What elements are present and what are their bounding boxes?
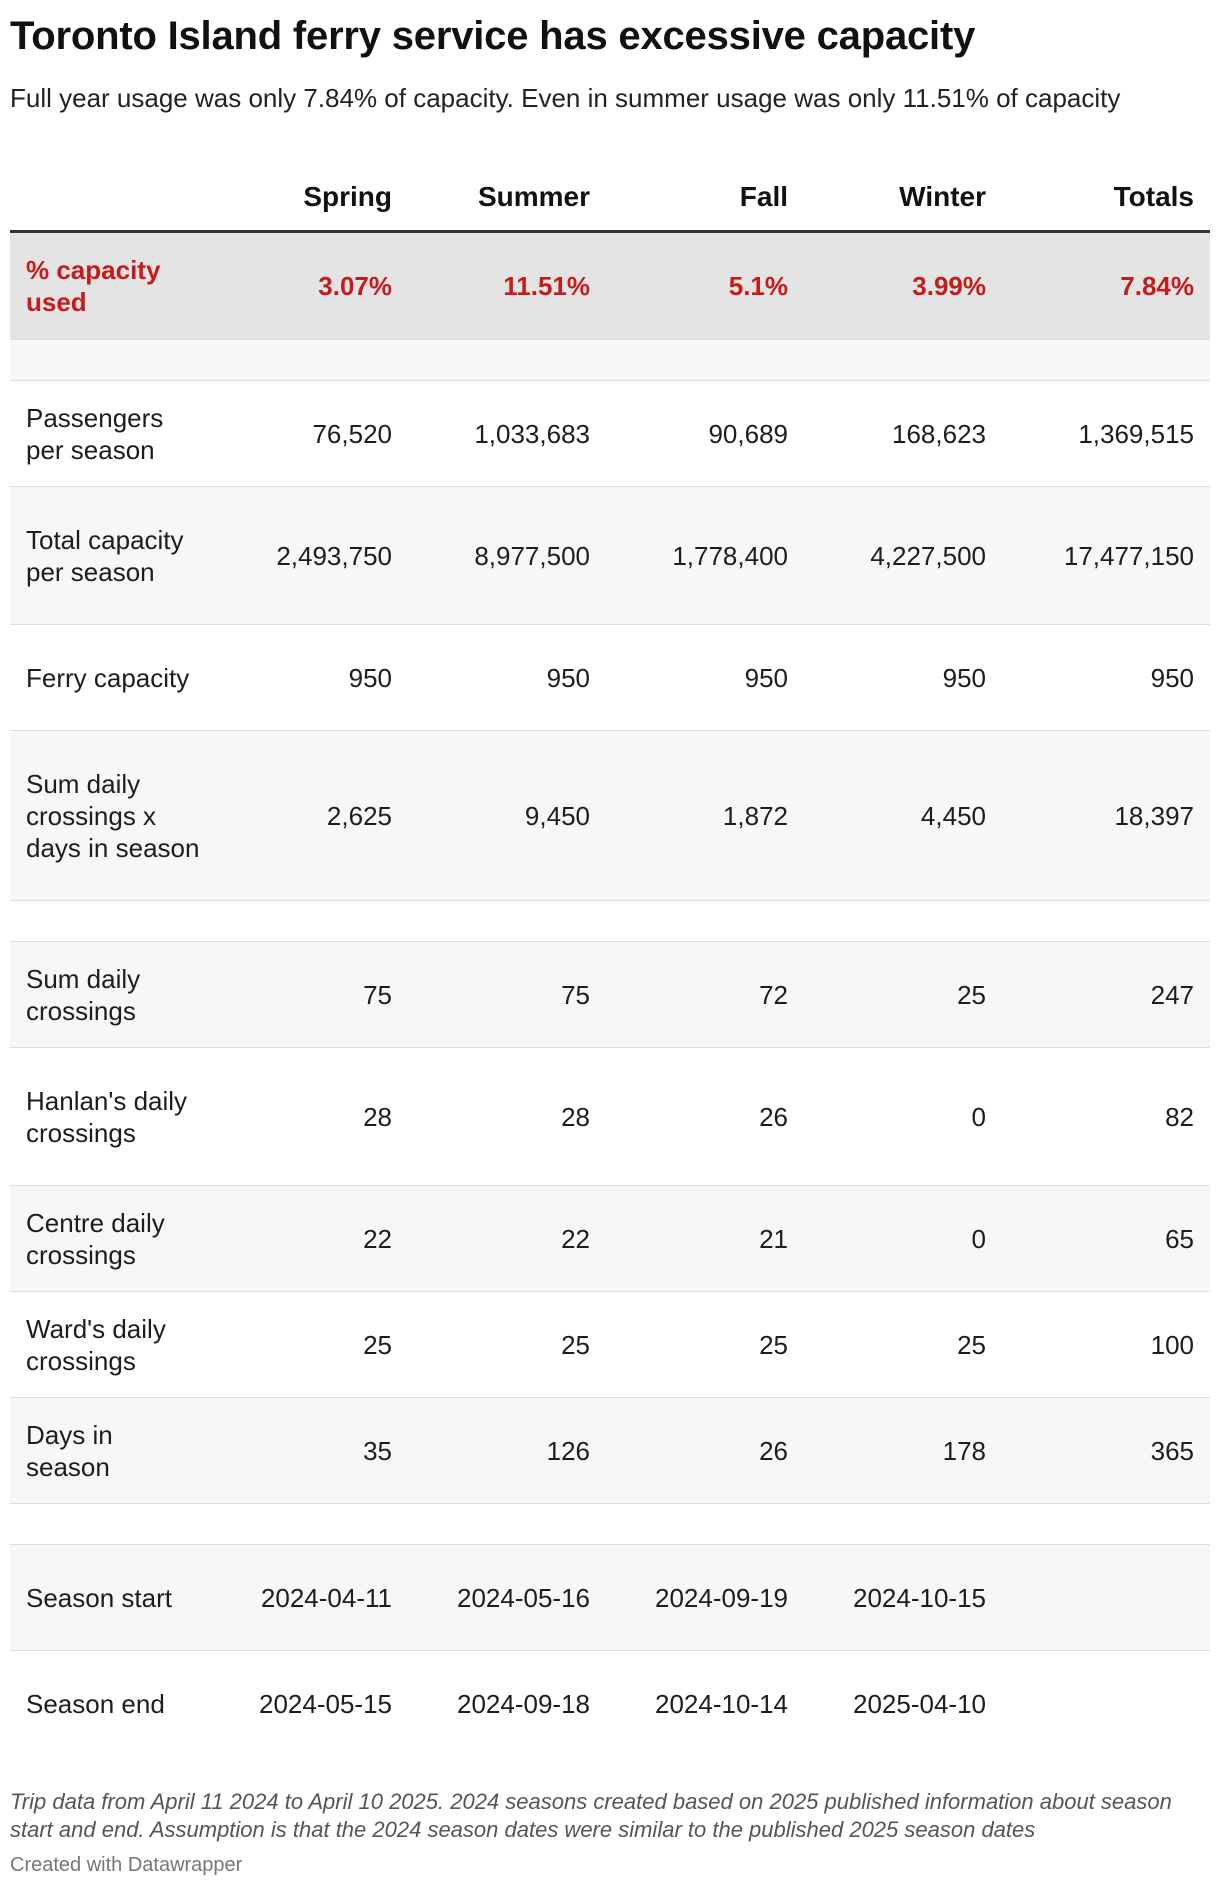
table-cell: 25 bbox=[804, 942, 1002, 1048]
row-label: Sum daily crossings x days in season bbox=[10, 731, 210, 901]
table-row bbox=[10, 1545, 1210, 1651]
row-label: Ferry capacity bbox=[10, 625, 210, 731]
row-label: Days in season bbox=[10, 1398, 210, 1504]
table-row bbox=[10, 942, 1210, 1048]
row-label: Hanlan's daily crossings bbox=[10, 1048, 210, 1186]
table-cell: 950 bbox=[408, 625, 606, 731]
table-cell: 5.1% bbox=[606, 232, 804, 340]
table-row bbox=[10, 731, 1210, 901]
table-cell: 2024-05-15 bbox=[210, 1651, 408, 1757]
table-cell: 126 bbox=[408, 1398, 606, 1504]
table-cell: 2024-10-15 bbox=[804, 1545, 1002, 1651]
column-header-winter[interactable]: Winter bbox=[804, 164, 1002, 232]
table-row bbox=[10, 487, 1210, 625]
row-label: Total capacity per season bbox=[10, 487, 210, 625]
spacer-row bbox=[10, 901, 1210, 942]
table-cell: 26 bbox=[606, 1398, 804, 1504]
table-row bbox=[10, 1651, 1210, 1757]
table-cell bbox=[1002, 1651, 1210, 1757]
spacer-row bbox=[10, 340, 1210, 381]
table-cell: 25 bbox=[606, 1292, 804, 1398]
table-cell: 3.99% bbox=[804, 232, 1002, 340]
highlight-row bbox=[10, 232, 1210, 340]
table-cell: 28 bbox=[210, 1048, 408, 1186]
table-cell: 8,977,500 bbox=[408, 487, 606, 625]
row-label: Sum daily crossings bbox=[10, 942, 210, 1048]
table-cell: 1,369,515 bbox=[1002, 381, 1210, 487]
header-row bbox=[10, 164, 1210, 232]
table-cell bbox=[1002, 1545, 1210, 1651]
row-label: Passengers per season bbox=[10, 381, 210, 487]
table-row bbox=[10, 381, 1210, 487]
table-cell: 2024-09-18 bbox=[408, 1651, 606, 1757]
datawrapper-credit[interactable]: Created with Datawrapper bbox=[10, 1854, 243, 1876]
table-cell: 18,397 bbox=[1002, 731, 1210, 901]
table-cell: 4,450 bbox=[804, 731, 1002, 901]
table-cell: 9,450 bbox=[408, 731, 606, 901]
table-cell: 0 bbox=[804, 1186, 1002, 1292]
table-cell: 950 bbox=[804, 625, 1002, 731]
table-row bbox=[10, 1186, 1210, 1292]
table-cell: 25 bbox=[804, 1292, 1002, 1398]
table-cell: 950 bbox=[606, 625, 804, 731]
table-cell: 247 bbox=[1002, 942, 1210, 1048]
spacer-row bbox=[10, 1504, 1210, 1545]
table-cell: 21 bbox=[606, 1186, 804, 1292]
table-cell: 100 bbox=[1002, 1292, 1210, 1398]
column-header-summer[interactable]: Summer bbox=[408, 164, 606, 232]
table-row bbox=[10, 1398, 1210, 1504]
column-header-spring[interactable]: Spring bbox=[210, 164, 408, 232]
column-header-fall[interactable]: Fall bbox=[606, 164, 804, 232]
table-cell: 65 bbox=[1002, 1186, 1210, 1292]
page-subtitle: Full year usage was only 7.84% of capacity. Even in summer usage was only 11.51% of capacity bbox=[10, 83, 1121, 113]
table-cell: 1,033,683 bbox=[408, 381, 606, 487]
row-label: Season end bbox=[10, 1651, 210, 1757]
table-cell: 35 bbox=[210, 1398, 408, 1504]
table-cell: 11.51% bbox=[408, 232, 606, 340]
table-cell: 72 bbox=[606, 942, 804, 1048]
table-cell: 90,689 bbox=[606, 381, 804, 487]
table-cell: 2024-04-11 bbox=[210, 1545, 408, 1651]
row-label: Centre daily crossings bbox=[10, 1186, 210, 1292]
table-cell: 25 bbox=[210, 1292, 408, 1398]
capacity-table bbox=[10, 164, 1210, 1757]
table-cell: 1,872 bbox=[606, 731, 804, 901]
table-cell: 950 bbox=[210, 625, 408, 731]
table-cell: 3.07% bbox=[210, 232, 408, 340]
table-cell: 950 bbox=[1002, 625, 1210, 731]
row-label: Season start bbox=[10, 1545, 210, 1651]
table-cell: 17,477,150 bbox=[1002, 487, 1210, 625]
table-cell: 7.84% bbox=[1002, 232, 1210, 340]
table-cell: 22 bbox=[210, 1186, 408, 1292]
table-row bbox=[10, 625, 1210, 731]
table-row bbox=[10, 1292, 1210, 1398]
table-cell: 2024-05-16 bbox=[408, 1545, 606, 1651]
table-cell: 2,493,750 bbox=[210, 487, 408, 625]
table-cell: 1,778,400 bbox=[606, 487, 804, 625]
column-header-label[interactable] bbox=[10, 164, 210, 232]
column-header-totals[interactable]: Totals bbox=[1002, 164, 1210, 232]
footnote: Trip data from April 11 2024 to April 10 2025. 2024 seasons created based on 2025 published information about season start and end. Assumption is that the 2024 season dates were similar to the published 2025 season dates bbox=[10, 1789, 1172, 1842]
table-cell: 76,520 bbox=[210, 381, 408, 487]
table-cell: 365 bbox=[1002, 1398, 1210, 1504]
table-cell: 75 bbox=[210, 942, 408, 1048]
row-label: Ward's daily crossings bbox=[10, 1292, 210, 1398]
table-cell: 26 bbox=[606, 1048, 804, 1186]
table-row bbox=[10, 1048, 1210, 1186]
table-cell: 168,623 bbox=[804, 381, 1002, 487]
table-cell: 2024-09-19 bbox=[606, 1545, 804, 1651]
table-cell: 4,227,500 bbox=[804, 487, 1002, 625]
table-cell: 82 bbox=[1002, 1048, 1210, 1186]
table-cell: 25 bbox=[408, 1292, 606, 1398]
page-title: Toronto Island ferry service has excessive capacity bbox=[10, 14, 976, 58]
table-cell: 2024-10-14 bbox=[606, 1651, 804, 1757]
table-cell: 28 bbox=[408, 1048, 606, 1186]
table-cell: 75 bbox=[408, 942, 606, 1048]
table-cell: 2,625 bbox=[210, 731, 408, 901]
table-cell: 178 bbox=[804, 1398, 1002, 1504]
table-cell: 2025-04-10 bbox=[804, 1651, 1002, 1757]
table-cell: 22 bbox=[408, 1186, 606, 1292]
row-label: % capacity used bbox=[10, 232, 210, 340]
table-cell: 0 bbox=[804, 1048, 1002, 1186]
